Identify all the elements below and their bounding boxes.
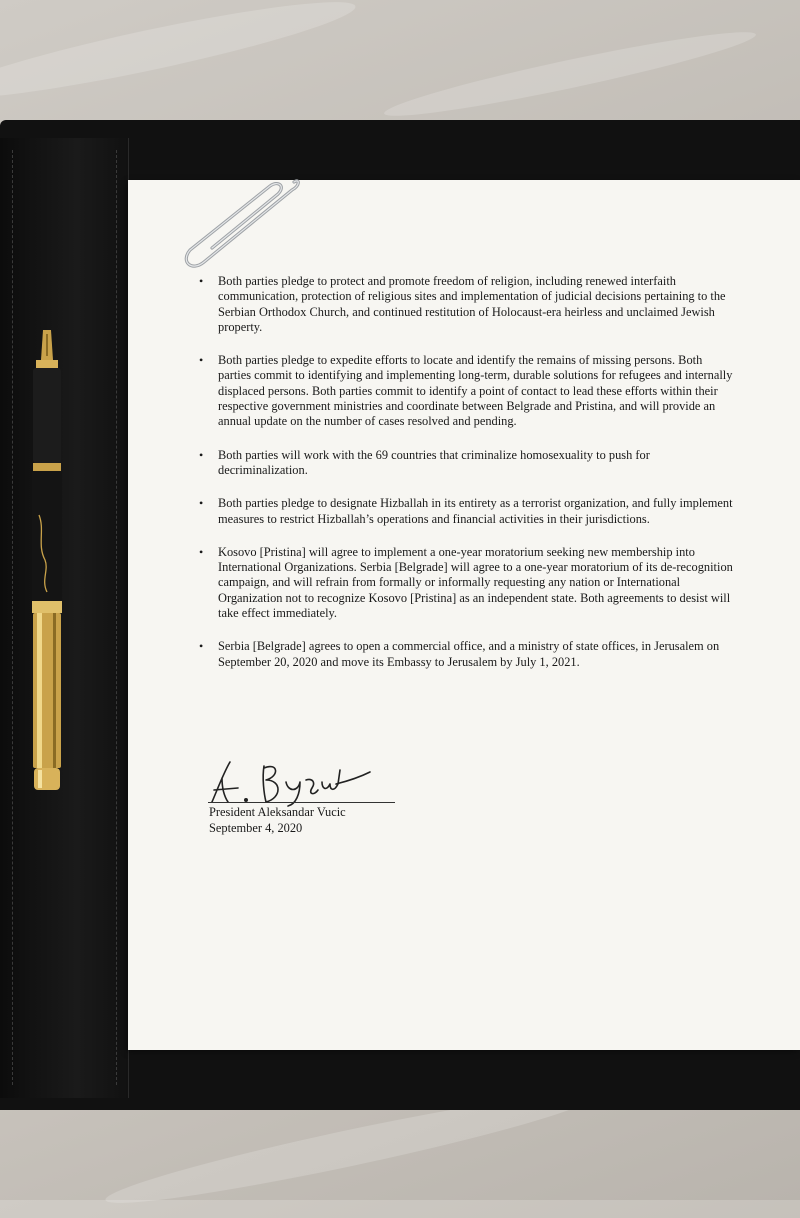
bullet-item: • Serbia [Belgrade] agrees to open a commercial office, and a ministry of state offices, in Jerusalem on September 20, 2020 and move its Embassy to Jerusalem by July 1, 2021. [218, 639, 738, 670]
bullet-item: • Both parties pledge to designate Hizballah in its entirety as a terrorist organization, and fully implement measures to restrict Hizballah’s operations and financial activities in their jurisdictions. [218, 496, 738, 527]
folder-stitching [12, 150, 13, 1085]
signature-date: September 4, 2020 [209, 821, 303, 835]
marble-texture [0, 0, 360, 113]
bullet-item: • Both parties will work with the 69 countries that criminalize homosexuality to push for decriminalization. [218, 448, 738, 479]
signatory-name: President Aleksandar Vucic [209, 805, 346, 819]
bullet-list [218, 274, 738, 688]
signature-line [208, 802, 395, 803]
marble-texture [381, 21, 759, 127]
folder-stitching [116, 150, 117, 1085]
bullet-item: • Both parties pledge to protect and promote freedom of religion, including renewed interfaith communication, protection of religious sites and implementation of judicial decisions pertaining to the Serbian Orthodox Church, and continued restitution of Holocaust-era heirless and unclaimed Jewish property. [218, 274, 738, 335]
bullet-item: • Kosovo [Pristina] will agree to implement a one-year moratorium seeking new membership into International Organizations. Serbia [Belgrade] will agree to a one-year moratorium of its de-recognition campaign, and will refrain from formally or informally requesting any nation or International Organization not to recognize Kosovo [Pristina] as an independent state. Both agreements to desist will take effect immediately. [218, 545, 738, 621]
document-page [128, 180, 800, 1050]
fountain-pen [27, 330, 67, 795]
handwritten-signature [208, 758, 378, 808]
paperclip-icon [182, 176, 302, 276]
bullet-item: • Both parties pledge to expedite efforts to locate and identify the remains of missing persons. Both parties commit to identifying and implementing long-term, durable solutions for refugees and internally displaced persons. Both parties commit to identify a point of contact to lead these efforts within their respective government ministries and coordinate between Belgrade and Pristina, and will provide an annual update on the number of cases resolved and pending. [218, 353, 738, 429]
